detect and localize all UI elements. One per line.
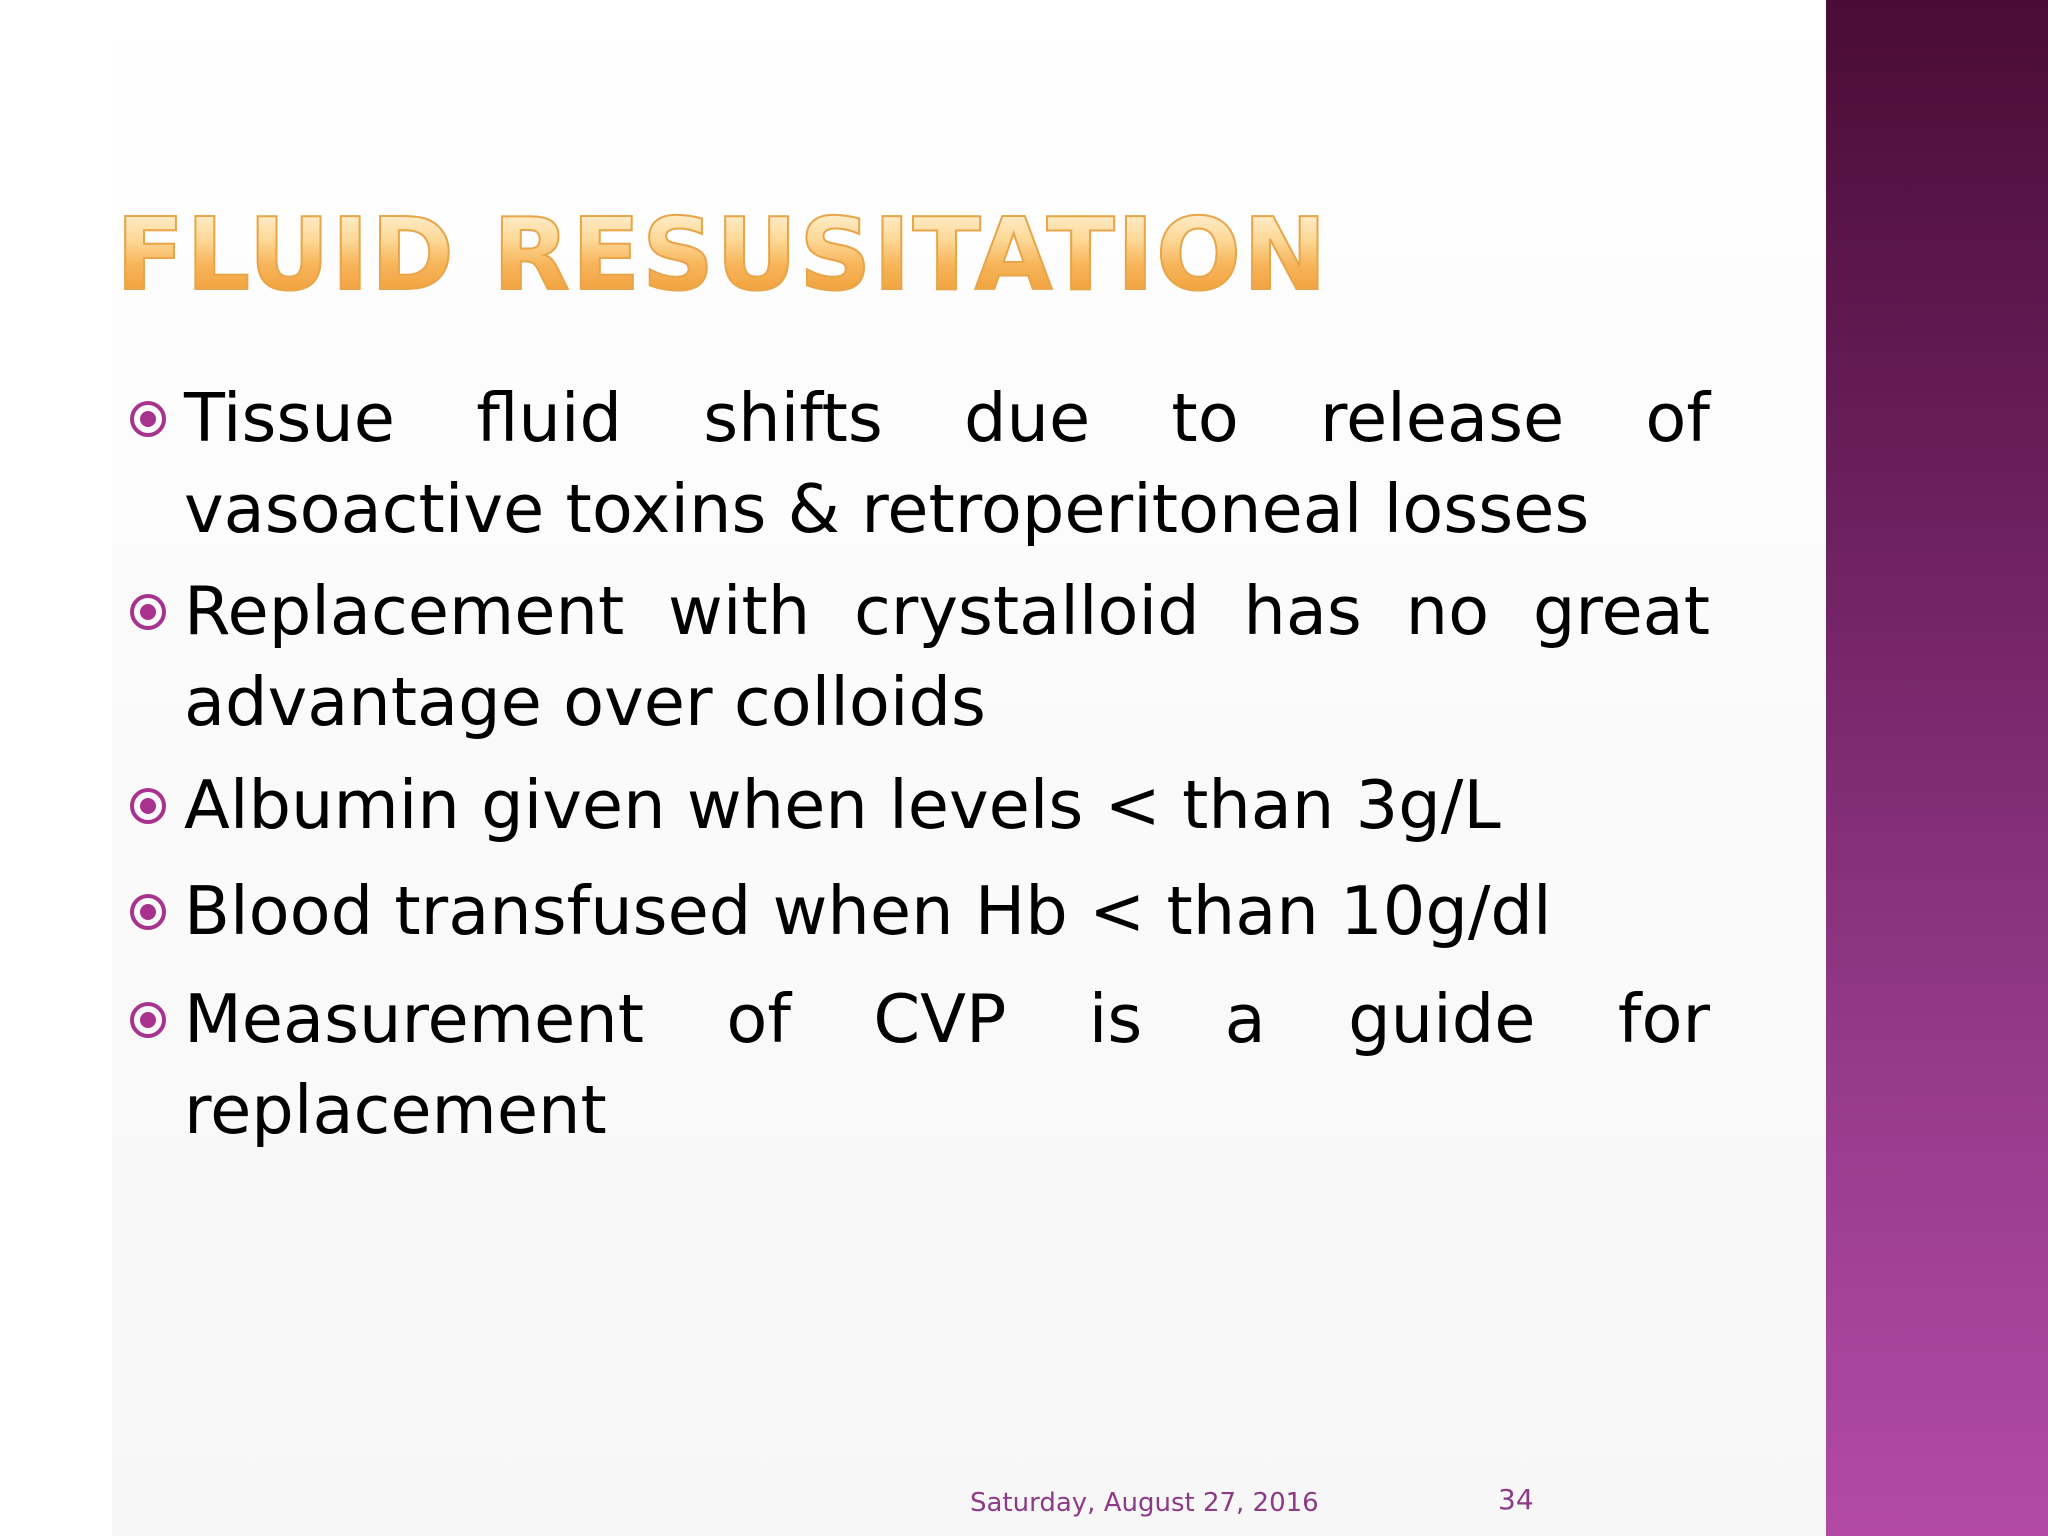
bullet-text: Measurement of CVP is a guide for replacement bbox=[184, 980, 1710, 1149]
bullet-text: Replacement with crystalloid has no great advantage over colloids bbox=[184, 572, 1710, 741]
bullet-text: Albumin given when levels < than 3g/L bbox=[184, 766, 1501, 844]
slide-number: 34 bbox=[1498, 1483, 1534, 1516]
circled-dot-icon bbox=[128, 786, 168, 826]
bullet-text: Blood transfused when Hb < than 10g/dl bbox=[184, 872, 1552, 950]
footer-date: Saturday, August 27, 2016 bbox=[970, 1488, 1319, 1518]
bullet-text: Tissue fluid shifts due to release of vasoactive toxins & retroperitoneal losses bbox=[184, 379, 1710, 548]
slide-title: FLUID RESUSITATION bbox=[116, 196, 1329, 313]
circled-dot-icon bbox=[128, 892, 168, 932]
circled-dot-icon bbox=[128, 592, 168, 632]
circled-dot-icon bbox=[128, 399, 168, 439]
circled-dot-icon bbox=[128, 1000, 168, 1040]
